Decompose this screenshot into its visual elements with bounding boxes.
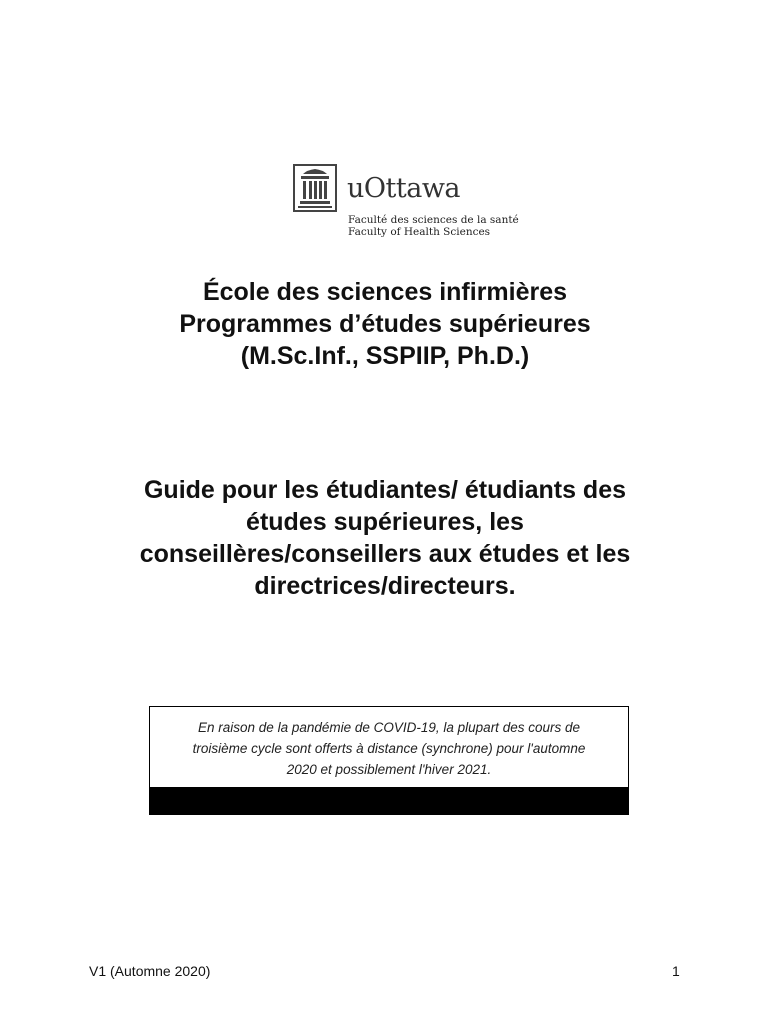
- faculty-name-fr: Faculté des sciences de la santé: [348, 214, 519, 226]
- guide-line: directrices/directeurs.: [254, 572, 516, 600]
- document-title: [0, 276, 770, 372]
- page-number: 1: [672, 963, 680, 979]
- guide-title: [0, 474, 770, 602]
- covid-notice-box: [149, 706, 629, 815]
- faculty-name-en: Faculty of Health Sciences: [348, 226, 491, 238]
- footer-version: V1 (Automne 2020): [89, 963, 211, 979]
- guide-line: conseillères/conseillers aux études et les: [139, 540, 631, 568]
- covid-notice-text: [150, 717, 628, 780]
- logo-wordmark: uOttawa: [347, 173, 461, 204]
- notice-black-bar: [150, 787, 628, 814]
- university-building-icon: [293, 164, 337, 212]
- notice-line: En raison de la pandémie de COVID-19, la plupart des cours de: [198, 720, 580, 735]
- guide-line: études supérieures, les: [246, 508, 524, 536]
- notice-line: troisième cycle sont offerts à distance (synchrone) pour l'automne: [192, 741, 586, 756]
- title-line-programs: Programmes d’études supérieures: [179, 310, 591, 338]
- guide-line: Guide pour les étudiantes/ étudiants des: [143, 476, 627, 504]
- notice-line: 2020 et possiblement l'hiver 2021.: [286, 762, 492, 777]
- uottawa-logo: [293, 160, 519, 242]
- title-line-degrees: (M.Sc.Inf., SSPIIP, Ph.D.): [240, 342, 530, 370]
- title-line-school: École des sciences infirmières: [202, 278, 568, 306]
